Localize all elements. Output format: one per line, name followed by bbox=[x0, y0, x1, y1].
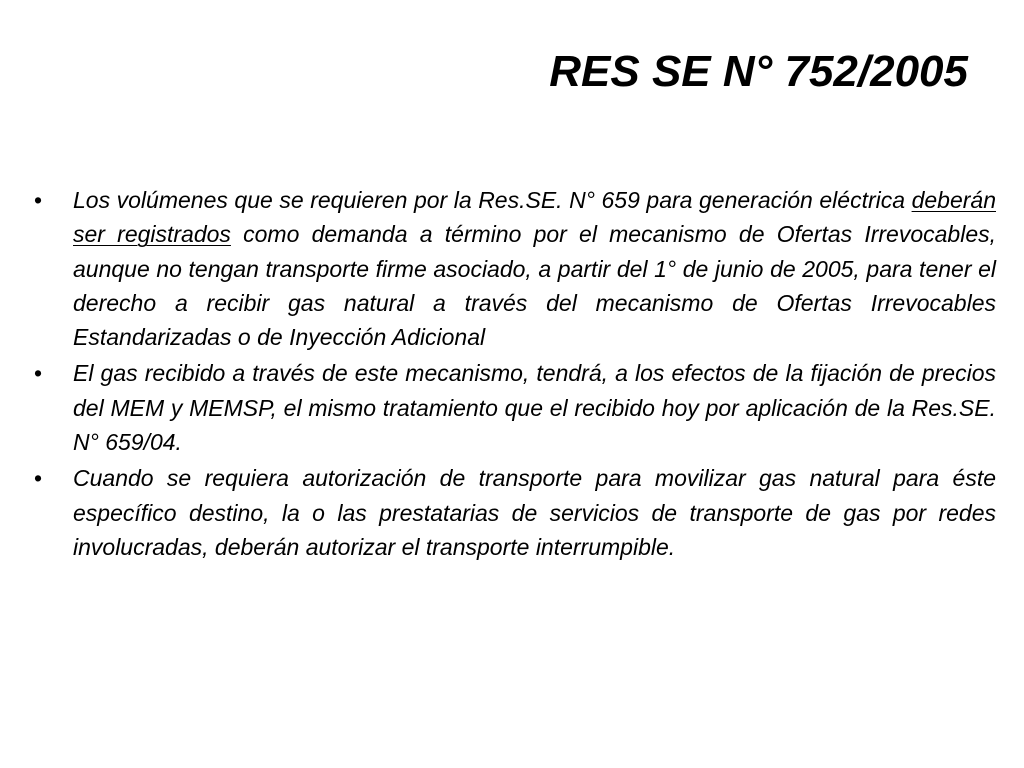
bullet-marker: • bbox=[33, 360, 43, 387]
bullet-item-1 bbox=[28, 183, 996, 354]
bullet-item-2 bbox=[28, 356, 996, 459]
bullet-1-text-before: Los volúmenes que se requieren por la Res.SE. N° 659 para generación eléctrica bbox=[73, 187, 912, 213]
bullet-1-text-after: como demanda a término por el mecanismo de Ofertas Irrevocables, aunque no tengan transporte firme asociado, a partir del 1° de junio de 2005, para tener el derecho a recibir gas natural a través del mecanismo de Ofertas Irrevocables Estandarizadas o de Inyección Adicional bbox=[73, 221, 996, 351]
bullet-marker: • bbox=[33, 187, 43, 213]
slide-title: RES SE N° 752/2005 bbox=[549, 47, 968, 96]
bullet-1-emphasis: deberán ser registrados bbox=[73, 187, 996, 248]
bullet-list bbox=[28, 183, 996, 566]
bullet-2-text: El gas recibido a través de este mecanismo, tendrá, a los efectos de la fijación de precios del MEM y MEMSP, el mismo tratamiento que el recibido hoy por aplicación de la Res.SE. N° 659/04. bbox=[73, 360, 996, 456]
bullet-3-text: Cuando se requiera autorización de transporte para movilizar gas natural para éste específico destino, la o las prestatarias de servicios de transporte de gas por redes involucradas, deberán autorizar el transporte interrumpible. bbox=[73, 465, 996, 560]
bullet-marker: • bbox=[33, 465, 43, 492]
bullet-item-3 bbox=[28, 461, 996, 564]
